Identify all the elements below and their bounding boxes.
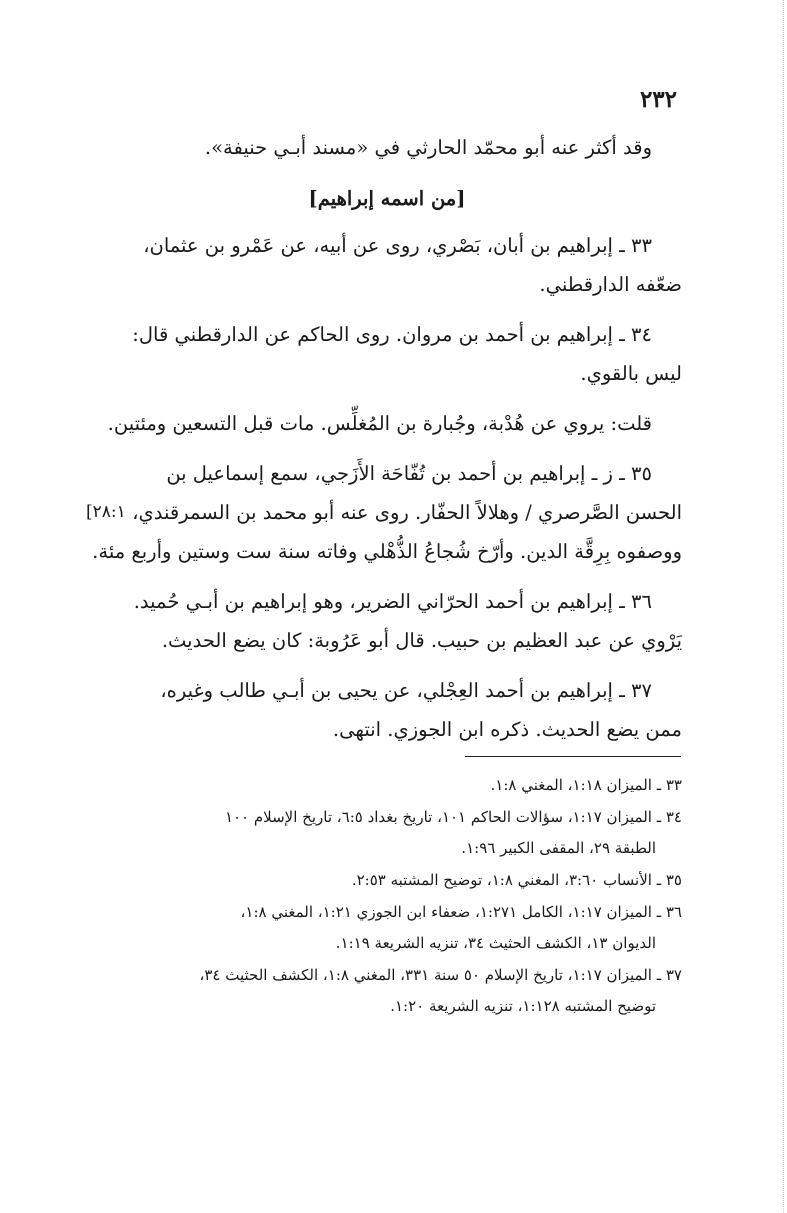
entry-line: ليس بالقوي. (580, 362, 682, 385)
entry-line: ممن يضع الحديث. ذكره ابن الجوزي. انتهى. (332, 718, 682, 741)
entry-line: قلت: يروي عن هُدْبة، وجُبارة بن المُغلِّس. مات قبل التسعين ومئتين. (107, 412, 652, 435)
footnote-line: الطبقة ٢٩، المقفى الكبير ١:٩٦. (461, 839, 656, 857)
intro-line: وقد أكثر عنه أبو محمّد الحارثي في «مسند أبـي حنيفة». (204, 136, 652, 159)
entry-line: ضعّفه الدارقطني. (539, 273, 682, 296)
footnote-line: ٣٧ ـ الميزان ١:١٧، تاريخ الإسلام ٥٠ سنة ٣٣١، المغني ١:٨، الكشف الحثيث ٣٤، (199, 966, 682, 984)
footnote-line: ٣٦ ـ الميزان ١:١٧، الكامل ١:٢٧١، ضعفاء ابن الجوزي ١:٢١، المغني ١:٨، (240, 903, 682, 921)
entry-36 (92, 582, 682, 660)
entry-line-with-margin (86, 493, 682, 532)
scan-edge-guide (783, 0, 784, 1213)
entry-line: ٣٦ ـ إبراهيم بن أحمد الحرّاني الضرير، وهو إبراهيم بن أبـي حُميد. (133, 590, 652, 613)
entry-35 (86, 454, 682, 571)
entry-line: ٣٥ ـ ز ـ إبراهيم بن أحمد بن تُفّاحَة الأَزَجي، سمع إسماعيل بن (166, 462, 652, 485)
footnote-36 (92, 897, 682, 959)
entry-37 (92, 671, 682, 749)
footnote-divider (465, 756, 681, 757)
entry-34 (92, 315, 682, 393)
footnote-line: الديوان ١٣، الكشف الحثيث ٣٤، تنزيه الشريعة ١:١٩. (335, 934, 656, 952)
footnote-35 (92, 865, 682, 896)
entry-33 (92, 226, 682, 304)
footnote-34 (92, 802, 682, 864)
entry-line: ٣٣ ـ إبراهيم بن أبان، بَصْري، روى عن أبيه، عن عَمْرو بن عثمان، (143, 234, 652, 257)
entry-line: الحسن الصَّرصري / وهلالاً الحفّار. روى عنه أبو محمد بن السمرقندي، (132, 501, 682, 524)
entry-34-comment (92, 404, 682, 443)
entry-line: يَرْوي عن عبد العظيم بن حبيب. قال أبو عَرُوبة: كان يضع الحديث. (161, 629, 682, 652)
entry-line: ٣٤ ـ إبراهيم بن أحمد بن مروان. روى الحاكم عن الدارقطني قال: (132, 323, 652, 346)
footnote-line: توضيح المشتبه ١:١٢٨، تنزيه الشريعة ١:٢٠. (390, 997, 656, 1015)
footnote-line: ٣٥ ـ الأنساب ٣:٦٠، المغني ١:٨، توضيح المشتبه ٢:٥٣. (351, 871, 682, 889)
page-number: ٢٣٢ (639, 86, 677, 113)
main-text (86, 128, 682, 749)
entry-line: ووصفوه بِرِقَّة الدين. وأرّخ شُجاعُ الذُّهْلي وفاته سنة ست وستين وأربع مئة. (92, 540, 682, 563)
footnote-33 (92, 770, 682, 801)
footnote-37 (92, 960, 682, 1022)
footnotes (92, 770, 682, 1022)
margin-reference: [٢٨:١ (86, 502, 126, 522)
section-heading: [من اسمه إبراهيم] (308, 187, 466, 210)
entry-line: ٣٧ ـ إبراهيم بن أحمد العِجْلي، عن يحيى بن أبـي طالب وغيره، (160, 679, 652, 702)
footnote-line: ٣٣ ـ الميزان ١:١٨، المغني ١:٨. (490, 776, 682, 794)
footnote-line: ٣٤ ـ الميزان ١:١٧، سؤالات الحاكم ١٠١، تاريخ بغداد ٦:٥، تاريخ الإسلام ١٠٠ (224, 808, 682, 826)
